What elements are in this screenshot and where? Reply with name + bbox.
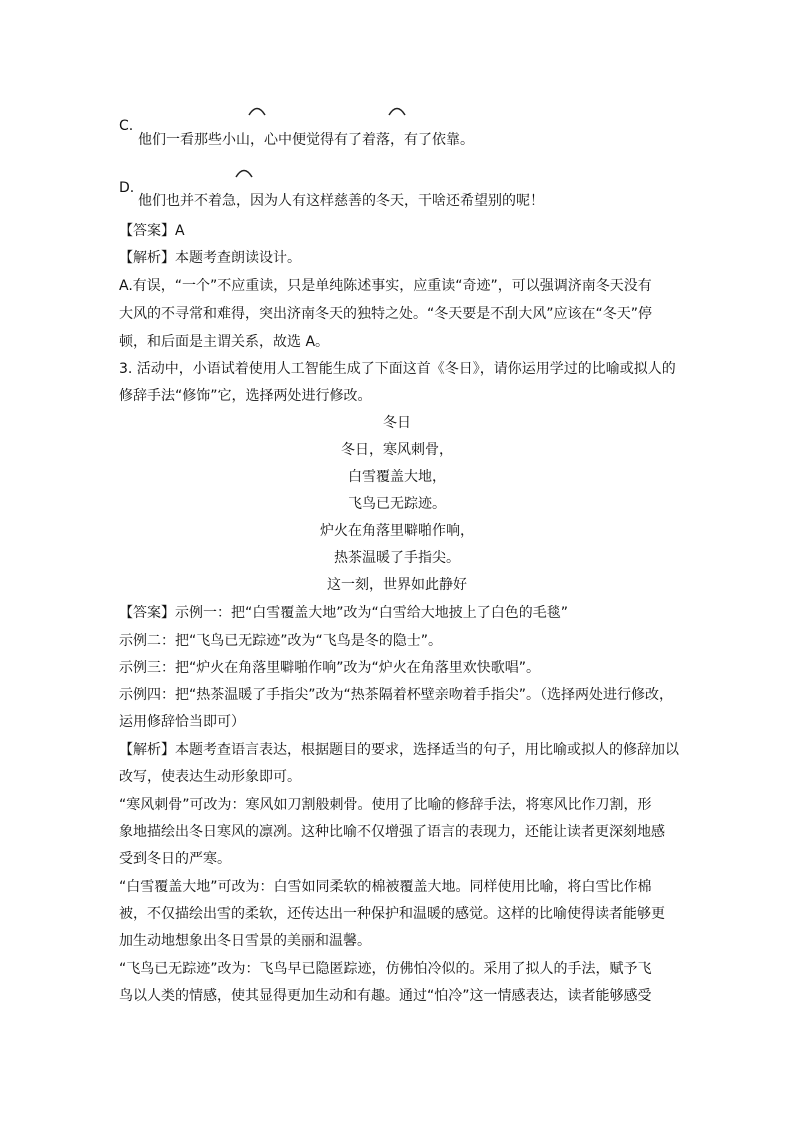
poem-title: 冬日 [383, 415, 411, 431]
q3-analysis-line: 象地描绘出冬日寒风的凛冽。这种比喻不仅增强了语言的表现力，还能让读者更深刻地感 [119, 824, 665, 840]
q2-analysis-heading: 【解析】本题考查朗读设计。 [119, 250, 301, 266]
option-c-label: C. [119, 118, 134, 134]
q2-analysis-line: A.有误，“一个”不应重读，只是单纯陈述事实，应重读“奇迹”，可以强调济南冬天没有 [119, 278, 652, 294]
option-c-text: 他们一看那些小山，心中便觉得有了着落，有了依靠。 [138, 132, 474, 148]
q2-analysis-line: 顿，和后面是主谓关系，故选 A。 [119, 334, 330, 350]
q3-analysis-line: 【解析】本题考查语言表达，根据题目的要求，选择适当的句子，用比喻或拟人的修辞加以 [119, 742, 679, 758]
poem-line: 白雪覆盖大地， [348, 469, 446, 485]
q3-analysis-line: “白雪覆盖大地”可改为：白雪如同柔软的棉被覆盖大地。同样使用比喻，将白雪比作棉 [119, 879, 652, 895]
poem-line: 热茶温暖了手指尖。 [334, 550, 460, 566]
q3-answer-line: 示例三：把“炉火在角落里噼啪作响”改为“炉火在角落里欢快歌唱”。 [119, 660, 541, 676]
q3-analysis-line: 被，不仅描绘出雪的柔软，还传达出一种保护和温暖的感觉。这样的比喻使得读者能够更 [119, 906, 665, 922]
q3-analysis-line: 受到冬日的严寒。 [119, 851, 231, 867]
poem-line: 冬日，寒风刺骨， [341, 442, 453, 458]
stress-arc-mark [387, 104, 407, 116]
poem-line: 飞鸟已无踪迹。 [348, 496, 446, 512]
poem-line: 炉火在角落里噼啪作响， [320, 523, 474, 539]
q3-analysis-line: 鸟以人类的情感，使其显得更加生动和有趣。通过“怕冷”这一情感表达，读者能够感受 [119, 988, 652, 1004]
q3-answer-line: 【答案】示例一：把“白雪覆盖大地”改为“白雪给大地披上了白色的毛毯” [119, 605, 569, 621]
q2-analysis-line: 大风的不寻常和难得，突出济南冬天的独特之处。“冬天要是不刮大风”应该在“冬天”停 [119, 306, 653, 322]
q3-stem-line: 修辞手法“修饰”它，选择两处进行修改。 [119, 388, 372, 404]
option-d-label: D. [119, 180, 135, 196]
option-d-text: 他们也并不着急，因为人有这样慈善的冬天，干啥还希望别的呢！ [138, 193, 544, 209]
q2-answer: 【答案】A [119, 223, 185, 239]
q3-analysis-line: “飞鸟已无踪迹”改为：飞鸟早已隐匿踪迹，仿佛怕冷似的。采用了拟人的手法，赋予飞 [119, 961, 652, 977]
poem-line: 这一刻，世界如此静好 [327, 577, 467, 593]
q3-stem-line: 3. 活动中，小语试着使用人工智能生成了下面这首《冬日》，请你运用学过的比喻或拟人的 [119, 361, 676, 377]
q3-answer-line: 示例四：把“热茶温暖了手指尖”改为“热茶隔着杯壁亲吻着手指尖”。（选择两处进行修改， [119, 687, 674, 703]
q3-analysis-line: “寒风刺骨”可改为：寒风如刀割般刺骨。使用了比喻的修辞手法，将寒风比作刀割，形 [119, 797, 652, 813]
stress-arc-mark [234, 166, 254, 178]
q3-analysis-line: 改写，使表达生动形象即可。 [119, 769, 301, 785]
q3-analysis-line: 加生动地想象出冬日雪景的美丽和温馨。 [119, 933, 371, 949]
stress-arc-mark [247, 104, 267, 116]
q3-answer-line: 运用修辞恰当即可） [119, 714, 245, 730]
q3-answer-line: 示例二：把“飞鸟已无踪迹”改为“飞鸟是冬的隐士”。 [119, 633, 443, 649]
